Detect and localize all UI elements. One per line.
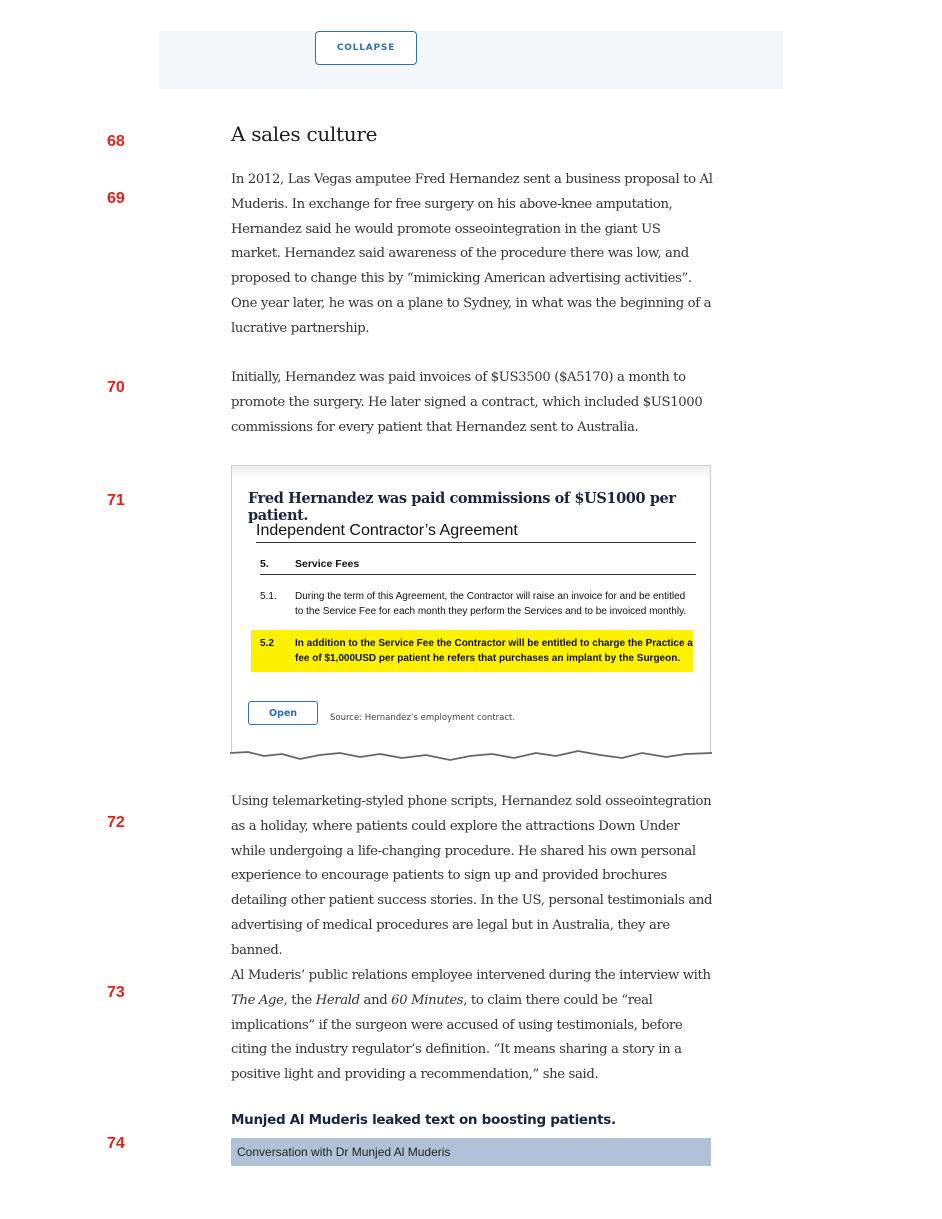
section-heading: A sales culture <box>231 122 378 146</box>
text-run: and <box>359 992 392 1008</box>
publication-name: Herald <box>315 992 360 1008</box>
paragraph-number: 73 <box>107 984 125 1001</box>
article-paragraph <box>231 964 713 1088</box>
leaked-text-title: Munjed Al Muderis leaked text on boosting patients. <box>231 1112 616 1128</box>
text-run: Al Muderis’ public relations employee intervened during the interview with <box>231 968 711 983</box>
conversation-header: Conversation with Dr Munjed Al Muderis <box>231 1138 711 1166</box>
article-paragraph: Using telemarketing-styled phone scripts, Hernandez sold osseointegration as a holiday, where patients could explore the attractions Down Under while undergoing a life-changing procedure. He shared his own personal experience to encourage patients to sign up and provided brochures detailing other patient success stories. In the US, personal testimonials and advertising of medical procedures are legal but in Australia, they are banned. <box>231 794 713 958</box>
text-run: , the <box>283 992 316 1008</box>
publication-name: The Age <box>231 992 284 1008</box>
open-button[interactable]: Open <box>248 701 318 725</box>
clause-5-2 <box>260 636 696 666</box>
article-paragraph: In 2012, Las Vegas amputee Fred Hernandez sent a business proposal to Al Muderis. In exchange for free surgery on his above-knee amputation, Hernandez said he would promote osseointegration in the giant US market. Hernandez said awareness of the procedure there was low, and proposed to change this by “mimicking American advertising activities”. One year later, he was on a plane to Sydney, in what was the beginning of a lucrative partnership. <box>231 172 713 336</box>
clause-number: 5.1. <box>260 591 277 602</box>
torn-edge <box>230 744 712 768</box>
paragraph-number: 68 <box>107 133 125 150</box>
paragraph-number: 72 <box>107 814 125 831</box>
card-title: Fred Hernandez was paid commissions of $US1000 per patient. <box>248 490 676 524</box>
source-caption: Source: Hernandez’s employment contract. <box>330 713 516 723</box>
paper-texture <box>232 466 710 480</box>
agreement-title: Independent Contractor’s Agreement <box>256 522 696 543</box>
contract-excerpt-card <box>231 465 711 761</box>
text-run: , to claim there could be “real implications” if the surgeon were accused of using testimonials, before citing the industry regulator’s definition. “It means sharing a story in a positive light and providing a recommendation,” she said. <box>231 992 683 1083</box>
clause-5-1 <box>260 589 696 619</box>
article-paragraph: Initially, Hernandez was paid invoices of $US3500 ($A5170) a month to promote the surgery. He later signed a contract, which included $US1000 commissions for every patient that Hernandez sent to Australia. <box>231 370 703 435</box>
clause-text: During the term of this Agreement, the Contractor will raise an invoice for and be entitled to the Service Fee for each month they perform the Services and to be invoiced monthly. <box>295 591 687 617</box>
paragraph-number: 70 <box>107 379 125 396</box>
clause-text: In addition to the Service Fee the Contractor will be entitled to charge the Practice a fee of $1,000USD per patient he refers that purchases an implant by the Surgeon. <box>295 638 693 664</box>
section-number: 5. <box>260 558 269 570</box>
collapse-button[interactable]: COLLAPSE <box>315 31 417 65</box>
section-header <box>260 558 696 575</box>
clause-number: 5.2 <box>260 638 274 649</box>
section-title: Service Fees <box>295 558 360 570</box>
paragraph-number: 69 <box>107 190 125 207</box>
paragraph-number: 71 <box>107 492 125 509</box>
paragraph-number: 74 <box>107 1135 125 1152</box>
program-name: 60 Minutes <box>391 992 464 1008</box>
collapse-band <box>159 31 783 89</box>
